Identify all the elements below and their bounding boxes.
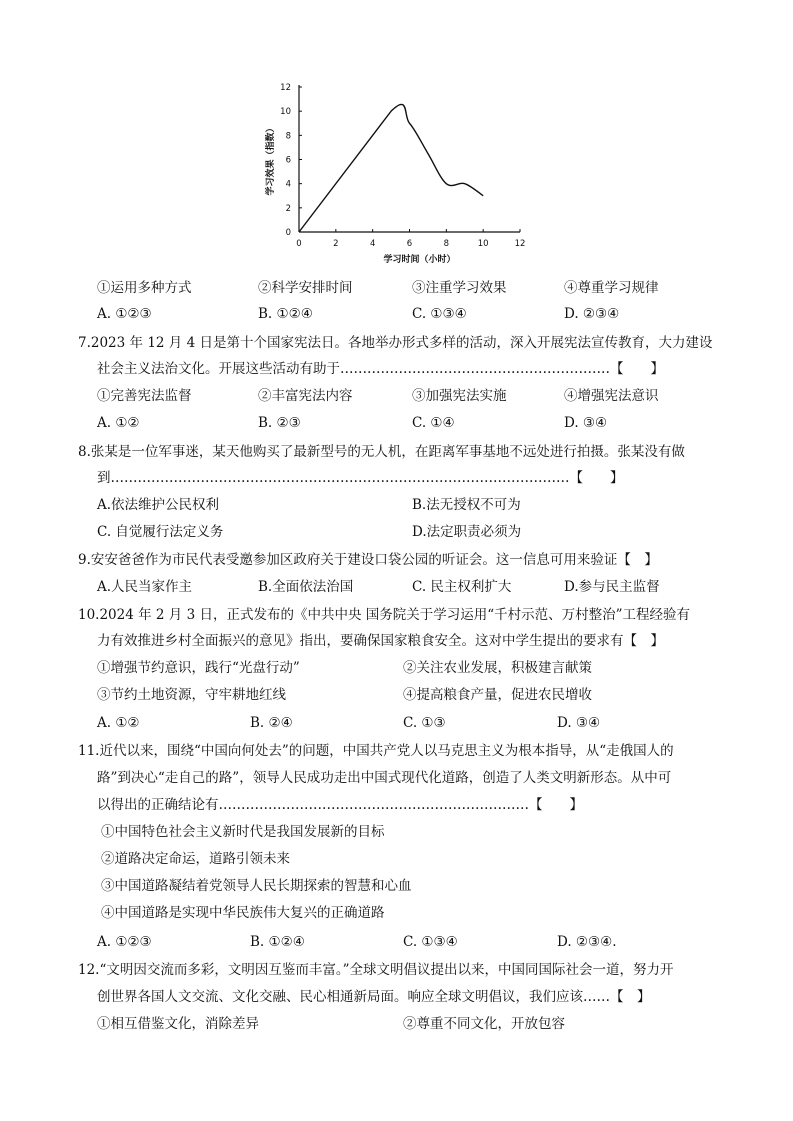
chart-answer-c: C. ①③④ — [412, 306, 467, 322]
q12-stem-line1: 12.“文明因交流而多彩，文明因互鉴而丰富。”全球文明倡议提出以来，中国同国际社会一道，努力开 — [78, 962, 674, 978]
y-tick-label: 6 — [285, 155, 291, 166]
chart-answer-b: B. ①②④ — [258, 306, 313, 322]
q7-option-4: ④增强宪法意识 — [564, 388, 659, 404]
x-tick-label: 6 — [406, 239, 413, 249]
q8-stem-line2: 到…………………………………………………………………………………………【 】 — [97, 470, 624, 486]
q8-answer-a: A.依法维护公民权利 — [97, 497, 220, 513]
q10-option-1: ①增强节约意识，践行“光盘行动” — [97, 660, 300, 676]
q11-option-1: ①中国特色社会主义新时代是我国发展新的目标 — [101, 824, 385, 840]
q10-answer-a: A. ①② — [97, 715, 140, 731]
q11-option-3: ③中国道路凝结着党领导人民长期探索的智慧和心血 — [101, 878, 412, 894]
q7-stem-line1: 7.2023 年 12 月 4 日是第十个国家宪法日。各地举办形式多样的活动，深入开展宪法宣传教育，大力建设 — [78, 335, 713, 351]
q8-answer-b: B.法无授权不可为 — [412, 497, 521, 513]
line-chart — [0, 0, 793, 275]
q11-answer-b: B. ①②④ — [250, 934, 305, 950]
q10-answer-b: B. ②④ — [250, 715, 293, 731]
y-tick-label: 0 — [285, 228, 291, 238]
q7-answer-c: C. ①④ — [412, 415, 455, 431]
q11-answer-d: D. ②③④. — [557, 934, 617, 950]
q9-stem-line1: 9.安安爸爸作为市民代表受邀参加区政府关于建设口袋公园的听证会。这一信息可用来验证【 】 — [78, 552, 658, 568]
q7-option-3: ③加强宪法实施 — [412, 388, 507, 404]
q9-answer-c: C. 民主权利扩大 — [412, 579, 512, 595]
q7-answer-b: B. ②③ — [258, 415, 301, 431]
q8-stem-line1: 8.张某是一位军事迷，某天他购买了最新型号的无人机，在距离军事基地不远处进行拍摄。张某没有做 — [78, 444, 685, 460]
q11-stem-line2: 路”到决心“走自己的路”，领导人民成功走出中国式现代化道路，创造了人类文明新形态。从中可 — [97, 770, 672, 786]
q8-answer-c: C. 自觉履行法定义务 — [97, 524, 224, 540]
q11-option-4: ④中国道路是实现中华民族伟大复兴的正确道路 — [101, 905, 385, 921]
series-line — [299, 104, 483, 232]
q11-option-2: ②道路决定命运，道路引领未来 — [101, 851, 290, 867]
q9-answer-a: A.人民当家作主 — [97, 579, 193, 595]
q11-answer-c: C. ①③④ — [403, 934, 458, 950]
q7-answer-a: A. ①② — [97, 415, 140, 431]
x-axis-label: 学习时间（小时） — [383, 255, 456, 265]
q7-stem-line2: 社会主义法治文化。开展这些活动有助于……………………………………………………【 】 — [97, 361, 664, 377]
q8-answer-d: D.法定职责必须为 — [412, 524, 522, 540]
x-tick-label: 8 — [443, 239, 450, 249]
y-tick-label: 8 — [285, 131, 291, 142]
q10-stem-line1: 10.2024 年 2 月 3 日，正式发布的《中共中央 国务院关于学习运用“千村示范、万村整治”工程经验有 — [78, 607, 691, 623]
q12-option-1: ①相互借鉴文化，消除差异 — [97, 1016, 259, 1032]
q7-answer-d: D. ③④ — [564, 415, 608, 431]
y-axis-label: 学习效果（指数） — [266, 123, 276, 196]
q10-option-2: ②关注农业发展，积极建言献策 — [403, 660, 592, 676]
q7-option-2: ②丰富宪法内容 — [258, 388, 353, 404]
chart-option-1: ①运用多种方式 — [97, 280, 192, 296]
x-tick-label: 10 — [477, 239, 489, 249]
q11-answer-a: A. ①②③ — [97, 934, 152, 950]
q9-answer-d: D.参与民主监督 — [564, 579, 660, 595]
y-tick-label: 10 — [280, 107, 291, 118]
y-tick-label: 2 — [285, 203, 291, 214]
q10-answer-c: C. ①③ — [403, 715, 446, 731]
y-tick-label: 12 — [280, 83, 291, 93]
q10-stem-line2: 力有效推进乡村全面振兴的意见》指出，要确保国家粮食安全。这对中学生提出的要求有【 】 — [97, 633, 664, 649]
q10-option-3: ③节约土地资源，守牢耕地红线 — [97, 687, 286, 703]
q12-stem-line2: 创世界各国人文交流、文化交融、民心相通新局面。响应全球文明倡议，我们应该……【 】 — [97, 989, 651, 1005]
q12-option-2: ②尊重不同文化，开放包容 — [403, 1016, 565, 1032]
chart-option-4: ④尊重学习规律 — [564, 280, 659, 296]
q11-stem-line1: 11.近代以来，围绕“中国向何处去”的问题，中国共产党人以马克思主义为根本指导，从“走俄国人的 — [78, 743, 674, 759]
x-tick-label: 2 — [333, 239, 339, 249]
y-tick-label: 4 — [285, 179, 291, 190]
q10-option-4: ④提高粮食产量，促进农民增收 — [403, 687, 592, 703]
chart-answer-d: D. ②③④ — [564, 306, 620, 322]
q9-answer-b: B.全面依法治国 — [258, 579, 354, 595]
q10-answer-d: D. ③④ — [557, 715, 601, 731]
x-tick-label: 12 — [514, 239, 526, 249]
x-tick-label: 4 — [369, 239, 376, 249]
chart-option-2: ②科学安排时间 — [258, 280, 353, 296]
chart-answer-a: A. ①②③ — [97, 306, 152, 322]
x-tick-label: 0 — [296, 239, 302, 249]
q7-option-1: ①完善宪法监督 — [97, 388, 192, 404]
q11-stem-line3: 以得出的正确结论有……………………………………………………………【 】 — [97, 797, 583, 813]
chart-option-3: ③注重学习效果 — [412, 280, 507, 296]
